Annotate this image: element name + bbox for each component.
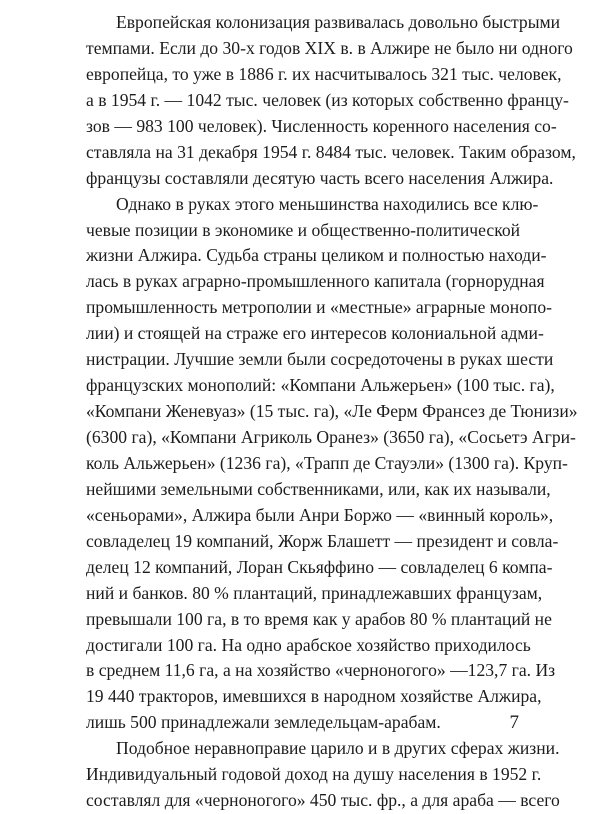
text-line: «сеньорами», Алжира были Анри Боржо — «винный король»,	[86, 504, 554, 525]
text-line: а в 1954 г. — 1042 тыс. человек (из которых собственно францу-	[86, 89, 569, 110]
page-number: 7	[509, 712, 519, 733]
text-line: лишь 500 принадлежали земледельцам-арабам.	[86, 712, 441, 733]
text-line: «Компани Женевуаз» (15 тыс. га), «Ле Ферм Франсез де Тюнизи»	[86, 401, 578, 422]
text-line: темпами. Если до 30-х годов XIX в. в Алжире не было ни одного	[86, 37, 573, 58]
text-line: Подобное неравноправие царило и в других сферах жизни.	[116, 738, 560, 759]
text-line: коль Альжерьен» (1236 га), «Трапп де Стауэли» (1300 га). Круп-	[86, 452, 568, 473]
text-line: Однако в руках этого меньшинства находились все клю-	[116, 193, 539, 214]
text-line: чевые позиции в экономике и общественно-политической	[86, 219, 521, 240]
paragraph-monopolies	[86, 192, 578, 737]
paragraph-inequality	[86, 736, 560, 814]
text-line: жизни Алжира. Судьба страны целиком и полностью находи-	[86, 245, 547, 266]
text-line: совладелец 19 компаний, Жорж Блашетт — президент и совла-	[86, 530, 559, 551]
text-line: ний и банков. 80 % плантаций, принадлежавших французам,	[86, 582, 543, 603]
text-line: зов — 983 100 человек). Численность коренного населения со-	[86, 115, 557, 136]
text-line: Европейская колонизация развивалась довольно быстрыми	[116, 12, 561, 32]
paragraph-colonization	[86, 10, 576, 192]
text-line: ставляла на 31 декабря 1954 г. 8484 тыс. человек. Таким образом,	[86, 141, 576, 162]
text-line: делец 12 компаний, Лоран Скьяффино — совладелец 6 компа-	[86, 556, 553, 577]
page-body	[86, 10, 578, 811]
text-line: 19 440 тракторов, имевшихся в народном хозяйстве Алжира,	[86, 686, 542, 707]
text-line: французы составляли десятую часть всего населения Алжира.	[86, 167, 554, 188]
text-line: составлял для «черноногого» 450 тыс. фр., а для араба — всего	[86, 790, 560, 811]
text-line: нистрации. Лучшие земли были сосредоточены в руках шести	[86, 349, 554, 370]
text-line: нейшими земельными собственниками, или, как их называли,	[86, 478, 551, 499]
text-line: в среднем 11,6 га, а на хозяйство «черноногого» —123,7 га. Из	[86, 660, 556, 681]
text-line: (6300 га), «Компани Агриколь Оранез» (3650 га), «Сосьетэ Агри-	[86, 427, 576, 447]
text-line: промышленность метрополии и «местные» аграрные монопо-	[86, 297, 552, 318]
text-line: превышали 100 га, в то время как у арабов 80 % плантаций не	[86, 608, 552, 629]
text-line: французских монополий: «Компани Альжерьен» (100 тыс. га),	[86, 375, 555, 396]
text-line: лась в руках аграрно-промышленного капитала (горнорудная	[86, 271, 545, 292]
text-line: Индивидуальный годовой доход на душу населения в 1952 г.	[86, 764, 542, 785]
text-line: достигали 100 га. На одно арабское хозяйство приходилось	[86, 634, 531, 655]
text-line: лии) и стоящей на страже его интересов колониальной адми-	[86, 323, 544, 344]
text-line: европейца, то уже в 1886 г. их насчитывалось 321 тыс. человек,	[86, 63, 562, 84]
